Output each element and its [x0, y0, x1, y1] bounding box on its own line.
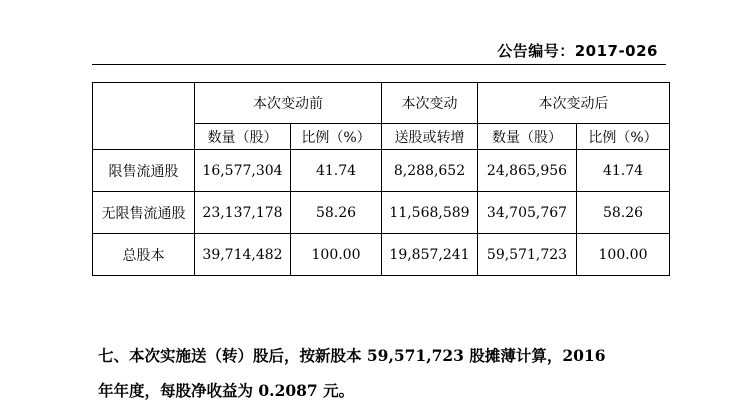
before-ratio-cell: 58.26: [291, 192, 382, 234]
row-label: 总股本: [93, 234, 195, 276]
row-label: 限售流通股: [93, 150, 195, 192]
row-label: 无限售流通股: [93, 192, 195, 234]
header-change: 本次变动: [382, 83, 478, 124]
after-ratio-cell: 41.74: [577, 150, 670, 192]
before-qty-cell: 23,137,178: [195, 192, 291, 234]
subheader-after-ratio: 比例（%）: [577, 124, 670, 150]
table-header-row: [93, 83, 670, 124]
share-change-table: [92, 82, 670, 276]
table-row: [93, 234, 670, 276]
header-divider: [92, 64, 666, 65]
before-ratio-cell: 100.00: [291, 234, 382, 276]
change-cell: 11,568,589: [382, 192, 478, 234]
announcement-number: 公告编号：2017-026: [497, 42, 658, 60]
subheader-before-ratio: 比例（%）: [291, 124, 382, 150]
table-row: [93, 192, 670, 234]
header-after: 本次变动后: [478, 83, 670, 124]
paragraph-line-1: 七、本次实施送（转）股后，按新股本 59,571,723 股摊薄计算，2016: [98, 346, 606, 365]
subheader-change-type: 送股或转增: [382, 124, 478, 150]
change-cell: 19,857,241: [382, 234, 478, 276]
paragraph-line-2: 年年度，每股净收益为 0.2087 元。: [98, 381, 355, 400]
header-corner-cell: [93, 83, 195, 150]
subheader-before-qty: 数量（股）: [195, 124, 291, 150]
header-before: 本次变动前: [195, 83, 382, 124]
before-qty-cell: 39,714,482: [195, 234, 291, 276]
after-ratio-cell: 58.26: [577, 192, 670, 234]
table-row: [93, 150, 670, 192]
before-ratio-cell: 41.74: [291, 150, 382, 192]
before-qty-cell: 16,577,304: [195, 150, 291, 192]
after-qty-cell: 34,705,767: [478, 192, 577, 234]
subheader-after-qty: 数量（股）: [478, 124, 577, 150]
after-qty-cell: 59,571,723: [478, 234, 577, 276]
after-qty-cell: 24,865,956: [478, 150, 577, 192]
change-cell: 8,288,652: [382, 150, 478, 192]
after-ratio-cell: 100.00: [577, 234, 670, 276]
